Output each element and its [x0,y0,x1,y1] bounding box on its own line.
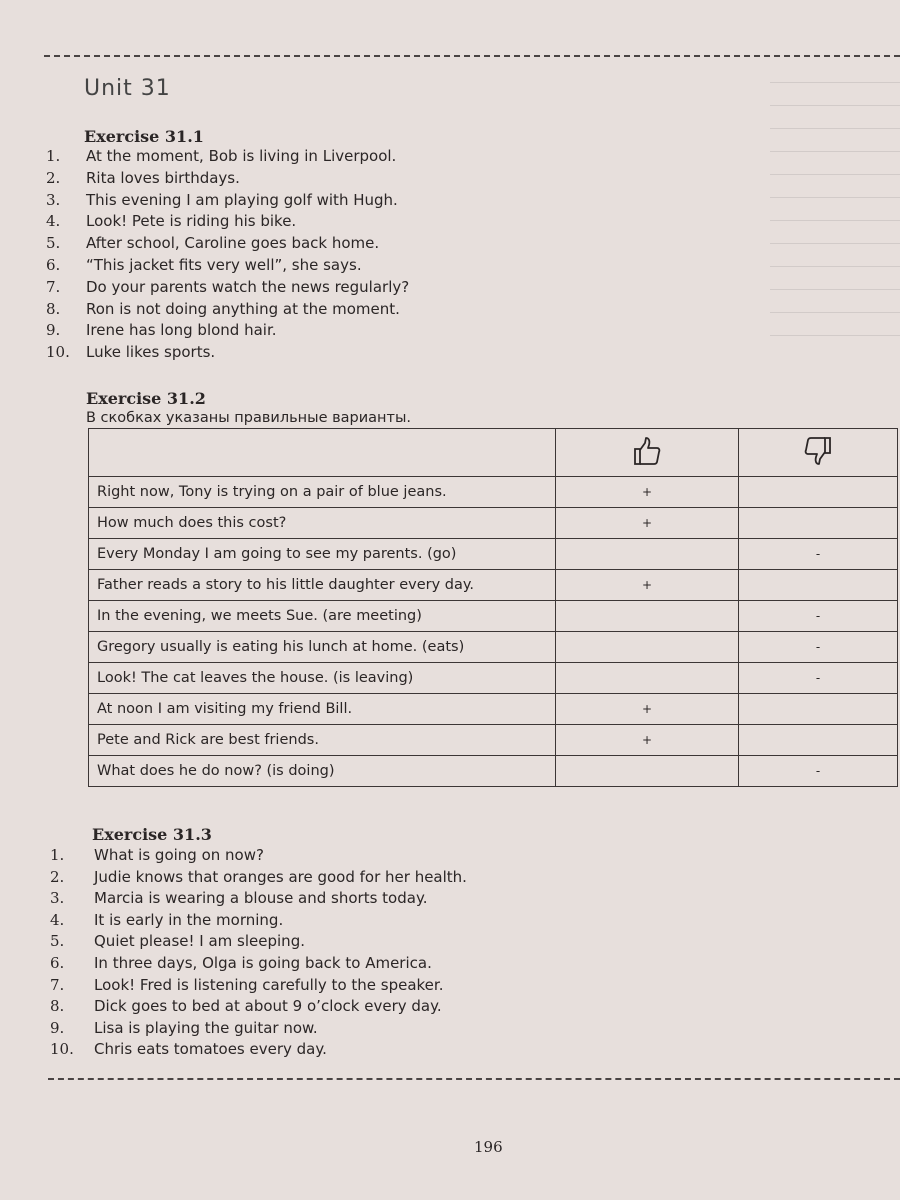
exercise-31-1-heading: Exercise 31.1 [84,127,204,146]
table-row [89,508,898,539]
list-item [46,233,409,255]
item-text: “This jacket fits very well”, she says. [86,255,362,274]
item-number: 7. [50,975,65,994]
item-number: 10. [46,343,70,362]
sentence-cell: How much does this cost? [89,508,556,539]
wrong-mark-cell: - [739,756,898,787]
item-text: After school, Caroline goes back home. [86,234,380,253]
sentence-cell: Gregory usually is eating his lunch at home. (eats) [89,632,556,663]
item-number: 7. [46,277,61,296]
correct-mark-cell: + [556,694,739,725]
item-text: This evening I am playing golf with Hugh. [86,190,398,209]
wrong-mark-cell [739,477,898,508]
correct-mark-cell [556,756,739,787]
correct-mark-cell: + [556,508,739,539]
item-number: 9. [46,321,61,340]
item-number: 6. [46,255,61,274]
list-item [46,146,409,168]
sentence-cell: Look! The cat leaves the house. (is leaving) [89,663,556,694]
item-text: Ron is not doing anything at the moment. [86,299,400,318]
item-text: Judie knows that oranges are good for her health. [94,867,467,886]
item-text: In three days, Olga is going back to America. [94,953,432,972]
item-text: Look! Fred is listening carefully to the speaker. [94,975,444,994]
item-number: 8. [50,997,65,1016]
item-number: 2. [46,168,61,187]
item-number: 2. [50,867,65,886]
item-text: Rita loves birthdays. [86,168,240,187]
list-item [50,910,467,932]
thumbs-up-icon [631,436,663,466]
item-text: Do your parents watch the news regularly? [86,277,410,296]
unit-title: Unit 31 [84,76,171,101]
list-item [46,190,409,212]
sentence-cell: Every Monday I am going to see my parents. (go) [89,539,556,570]
correct-mark-cell: + [556,570,739,601]
sentence-cell: Pete and Rick are best friends. [89,725,556,756]
item-number: 5. [50,932,65,951]
page-number: 196 [474,1138,503,1156]
item-number: 10. [50,1040,74,1059]
table-row [89,477,898,508]
list-item [46,211,409,233]
table-row [89,725,898,756]
list-item [50,975,467,997]
item-number: 6. [50,953,65,972]
list-item [50,996,467,1018]
item-text: What is going on now? [94,846,264,864]
bottom-dashed-divider [48,1078,900,1080]
exercise-31-3-list [50,845,467,1061]
list-item [46,255,409,277]
item-text: Luke likes sports. [86,343,216,362]
item-number: 4. [46,212,61,231]
list-item [50,888,467,910]
header-empty-cell [89,429,556,477]
item-text: Irene has long blond hair. [86,321,277,340]
answer-table [88,428,898,787]
item-number: 3. [50,889,65,908]
item-text: Marcia is wearing a blouse and shorts today. [94,889,428,908]
item-text: Chris eats tomatoes every day. [94,1040,327,1059]
table-header-row [89,429,898,477]
item-number: 9. [50,1018,65,1037]
item-text: Quiet please! I am sleeping. [94,932,305,951]
exercise-31-3-heading: Exercise 31.3 [92,825,212,844]
item-text: Dick goes to bed at about 9 o’clock every day. [94,997,442,1016]
bleed-through-text [770,70,900,370]
item-number: 8. [46,299,61,318]
item-number: 4. [50,910,65,929]
wrong-mark-cell [739,725,898,756]
sentence-cell: Right now, Tony is trying on a pair of blue jeans. [89,477,556,508]
correct-mark-cell [556,601,739,632]
list-item [50,931,467,953]
wrong-mark-cell [739,570,898,601]
table-row [89,570,898,601]
correct-mark-cell [556,539,739,570]
table-row [89,632,898,663]
wrong-mark-cell: - [739,632,898,663]
sentence-cell: Father reads a story to his little daughter every day. [89,570,556,601]
item-text: At the moment, Bob is living in Liverpool. [86,147,397,165]
list-item [46,277,409,299]
item-number: 5. [46,234,61,253]
list-item [50,1039,467,1061]
item-number: 1. [50,846,65,864]
correct-mark-cell: + [556,725,739,756]
list-item [50,845,467,867]
item-text: It is early in the morning. [94,910,284,929]
exercise-31-1-list [46,146,409,364]
table-row [89,539,898,570]
table-row [89,694,898,725]
list-item [46,299,409,321]
wrong-mark-cell [739,508,898,539]
list-item [50,867,467,889]
header-correct-cell [556,429,739,477]
table-row [89,756,898,787]
wrong-mark-cell: - [739,663,898,694]
list-item [50,953,467,975]
top-dashed-divider [44,55,900,57]
wrong-mark-cell: - [739,539,898,570]
exercise-31-2-heading: Exercise 31.2 [86,389,206,408]
thumbs-down-icon [802,436,834,466]
wrong-mark-cell: - [739,601,898,632]
wrong-mark-cell [739,694,898,725]
sentence-cell: What does he do now? (is doing) [89,756,556,787]
correct-mark-cell [556,663,739,694]
item-number: 1. [46,147,61,165]
correct-mark-cell: + [556,477,739,508]
item-number: 3. [46,190,61,209]
sentence-cell: In the evening, we meets Sue. (are meeting) [89,601,556,632]
table-row [89,601,898,632]
sentence-cell: At noon I am visiting my friend Bill. [89,694,556,725]
list-item [46,342,409,364]
item-text: Look! Pete is riding his bike. [86,212,297,231]
header-wrong-cell [739,429,898,477]
table-row [89,663,898,694]
list-item [46,320,409,342]
list-item [46,168,409,190]
correct-mark-cell [556,632,739,663]
item-text: Lisa is playing the guitar now. [94,1018,318,1037]
list-item [50,1018,467,1040]
exercise-31-2-note: В скобках указаны правильные варианты. [86,410,412,426]
